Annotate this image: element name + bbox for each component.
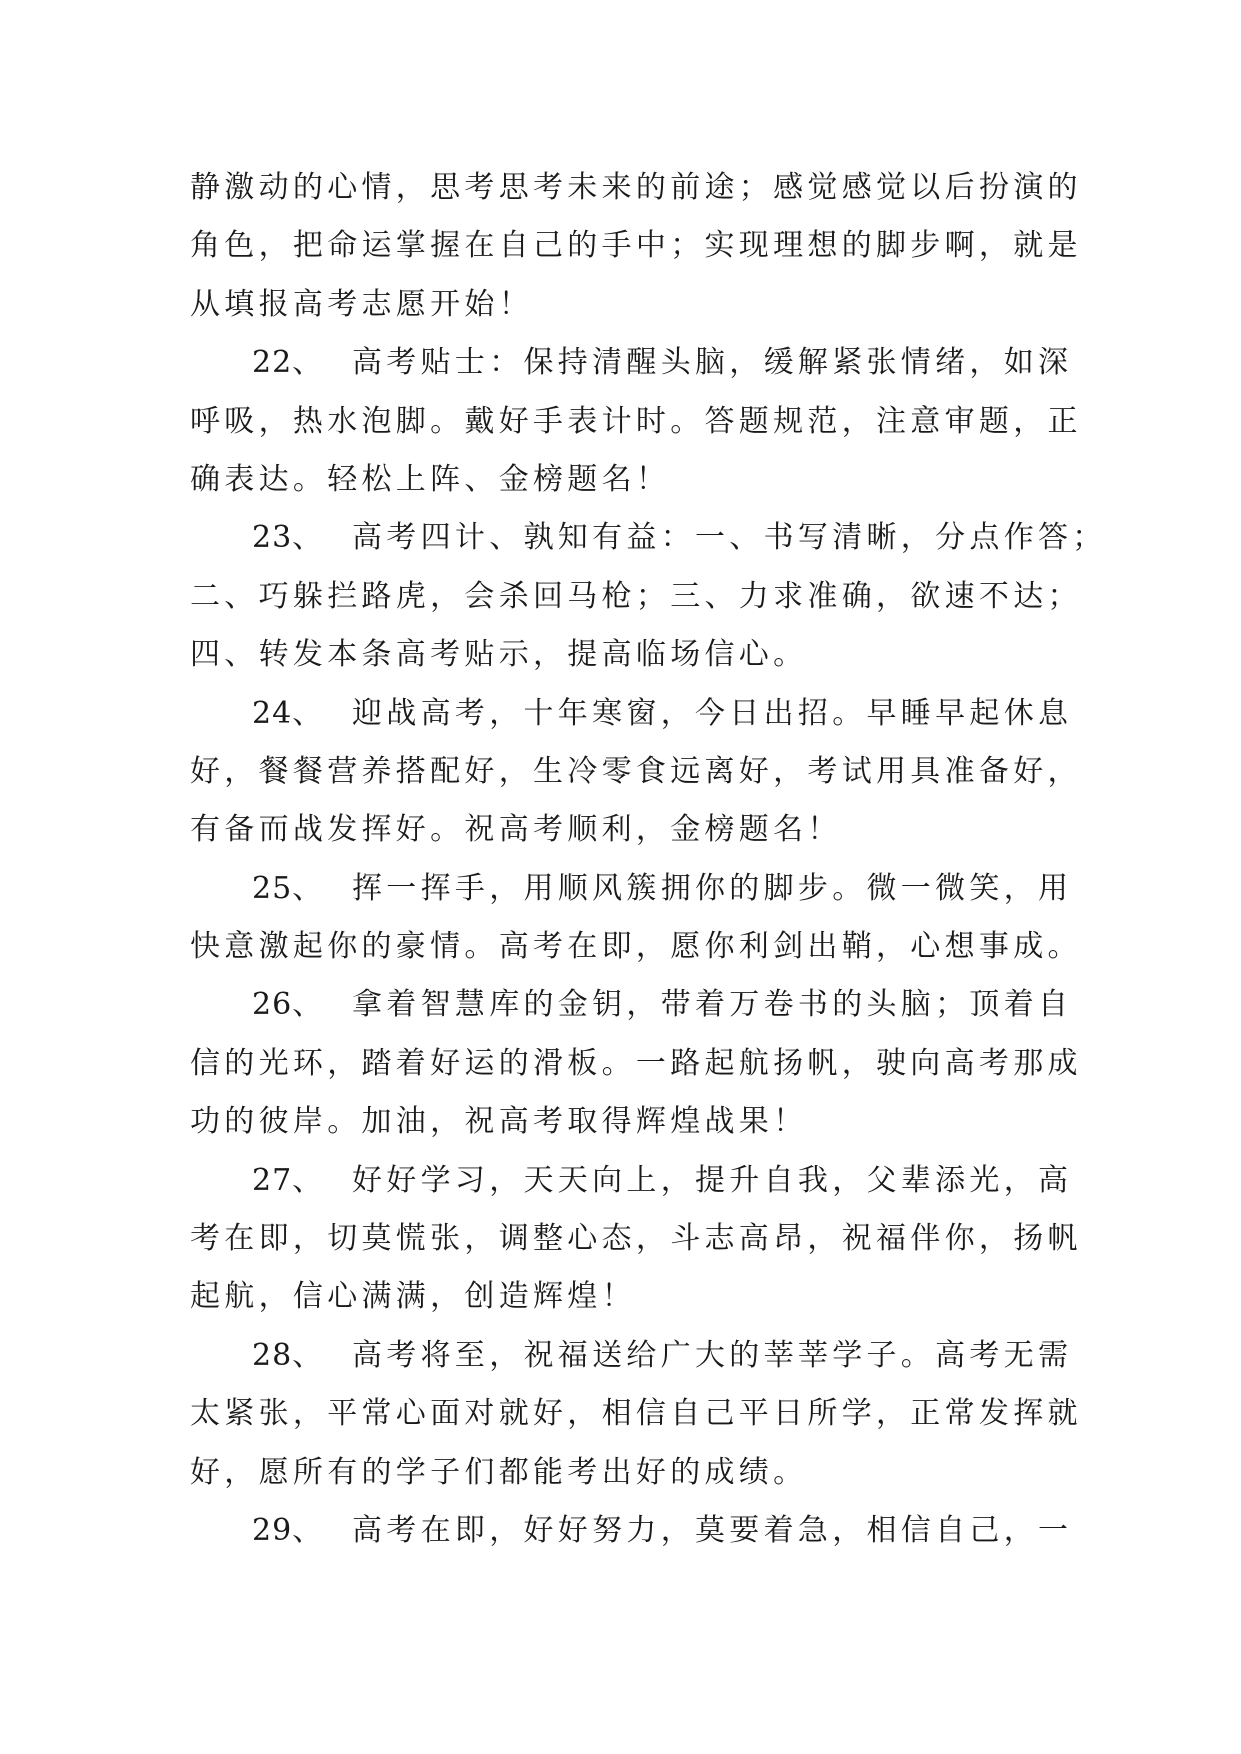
text-line: 二、巧躲拦路虎，会杀回马枪；三、力求准确，欲速不达； (190, 578, 1082, 614)
text-line (190, 509, 1107, 567)
item-number: 26、 (252, 987, 324, 1023)
text-line (190, 1152, 1073, 1210)
text-line (190, 1327, 1073, 1385)
text-line (190, 976, 1073, 1034)
item-number: 23、 (252, 520, 324, 556)
text-line (190, 685, 1073, 743)
line-text: 高考贴士：保持清醒头脑，缓解紧张情绪，如深 (352, 345, 1073, 381)
item-number: 24、 (252, 695, 324, 731)
text-line: 四、转发本条高考贴示，提高临场信心。 (190, 637, 808, 673)
text-line: 起航，信心满满，创造辉煌！ (190, 1279, 636, 1315)
text-line: 呼吸，热水泡脚。戴好手表计时。答题规范，注意审题，正 (190, 403, 1082, 439)
text-line: 考在即，切莫慌张，调整心态，斗志高昂，祝福伴你，扬帆 (190, 1221, 1082, 1257)
body-text (190, 159, 1107, 1560)
text-line (190, 1502, 1073, 1560)
text-line (190, 860, 1073, 918)
line-text: 高考四计、孰知有益：一、书写清晰，分点作答； (352, 520, 1107, 556)
paragraph-29 (190, 1502, 1073, 1560)
item-number: 28、 (252, 1337, 324, 1373)
text-line: 有备而战发挥好。祝高考顺利，金榜题名！ (190, 812, 842, 848)
text-line: 角色，把命运掌握在自己的手中；实现理想的脚步啊，就是 (190, 228, 1082, 264)
paragraph-24 (190, 685, 1082, 860)
text-line: 快意激起你的豪情。高考在即，愿你利剑出鞘，心想事成。 (190, 929, 1082, 965)
paragraph-25 (190, 860, 1082, 977)
line-text: 挥一挥手，用顺风簇拥你的脚步。微一微笑，用 (352, 870, 1073, 906)
text-line: 好，愿所有的学子们都能考出好的成绩。 (190, 1454, 808, 1490)
item-number: 25、 (252, 870, 324, 906)
paragraph-27 (190, 1152, 1082, 1327)
text-line: 确表达。轻松上阵、金榜题名！ (190, 461, 671, 497)
text-line: 功的彼岸。加油，祝高考取得辉煌战果！ (190, 1104, 808, 1140)
line-text: 好好学习，天天向上，提升自我，父辈添光，高 (352, 1162, 1073, 1198)
paragraph-26 (190, 976, 1082, 1151)
item-number: 22、 (252, 345, 324, 381)
text-line: 好，餐餐营养搭配好，生冷零食远离好，考试用具准备好， (190, 753, 1082, 789)
line-text: 迎战高考，十年寒窗，今日出招。早睡早起休息 (352, 695, 1073, 731)
text-line: 信的光环，踏着好运的滑板。一路起航扬帆，驶向高考那成 (190, 1045, 1082, 1081)
item-number: 27、 (252, 1162, 324, 1198)
text-line: 太紧张，平常心面对就好，相信自己平日所学，正常发挥就 (190, 1396, 1082, 1432)
paragraph-23 (190, 509, 1107, 684)
paragraph-28 (190, 1327, 1082, 1502)
paragraph-22 (190, 334, 1082, 509)
text-line: 静激动的心情，思考思考未来的前途；感觉感觉以后扮演的 (190, 170, 1082, 205)
text-line (190, 334, 1073, 392)
line-text: 高考在即，好好努力，莫要着急，相信自己，一 (352, 1512, 1073, 1548)
line-text: 拿着智慧库的金钥，带着万卷书的头脑；顶着自 (352, 987, 1073, 1023)
line-text: 高考将至，祝福送给广大的莘莘学子。高考无需 (352, 1337, 1073, 1373)
text-line: 从填报高考志愿开始！ (190, 286, 533, 322)
item-number: 29、 (252, 1512, 324, 1548)
intro-paragraph (190, 159, 1082, 334)
